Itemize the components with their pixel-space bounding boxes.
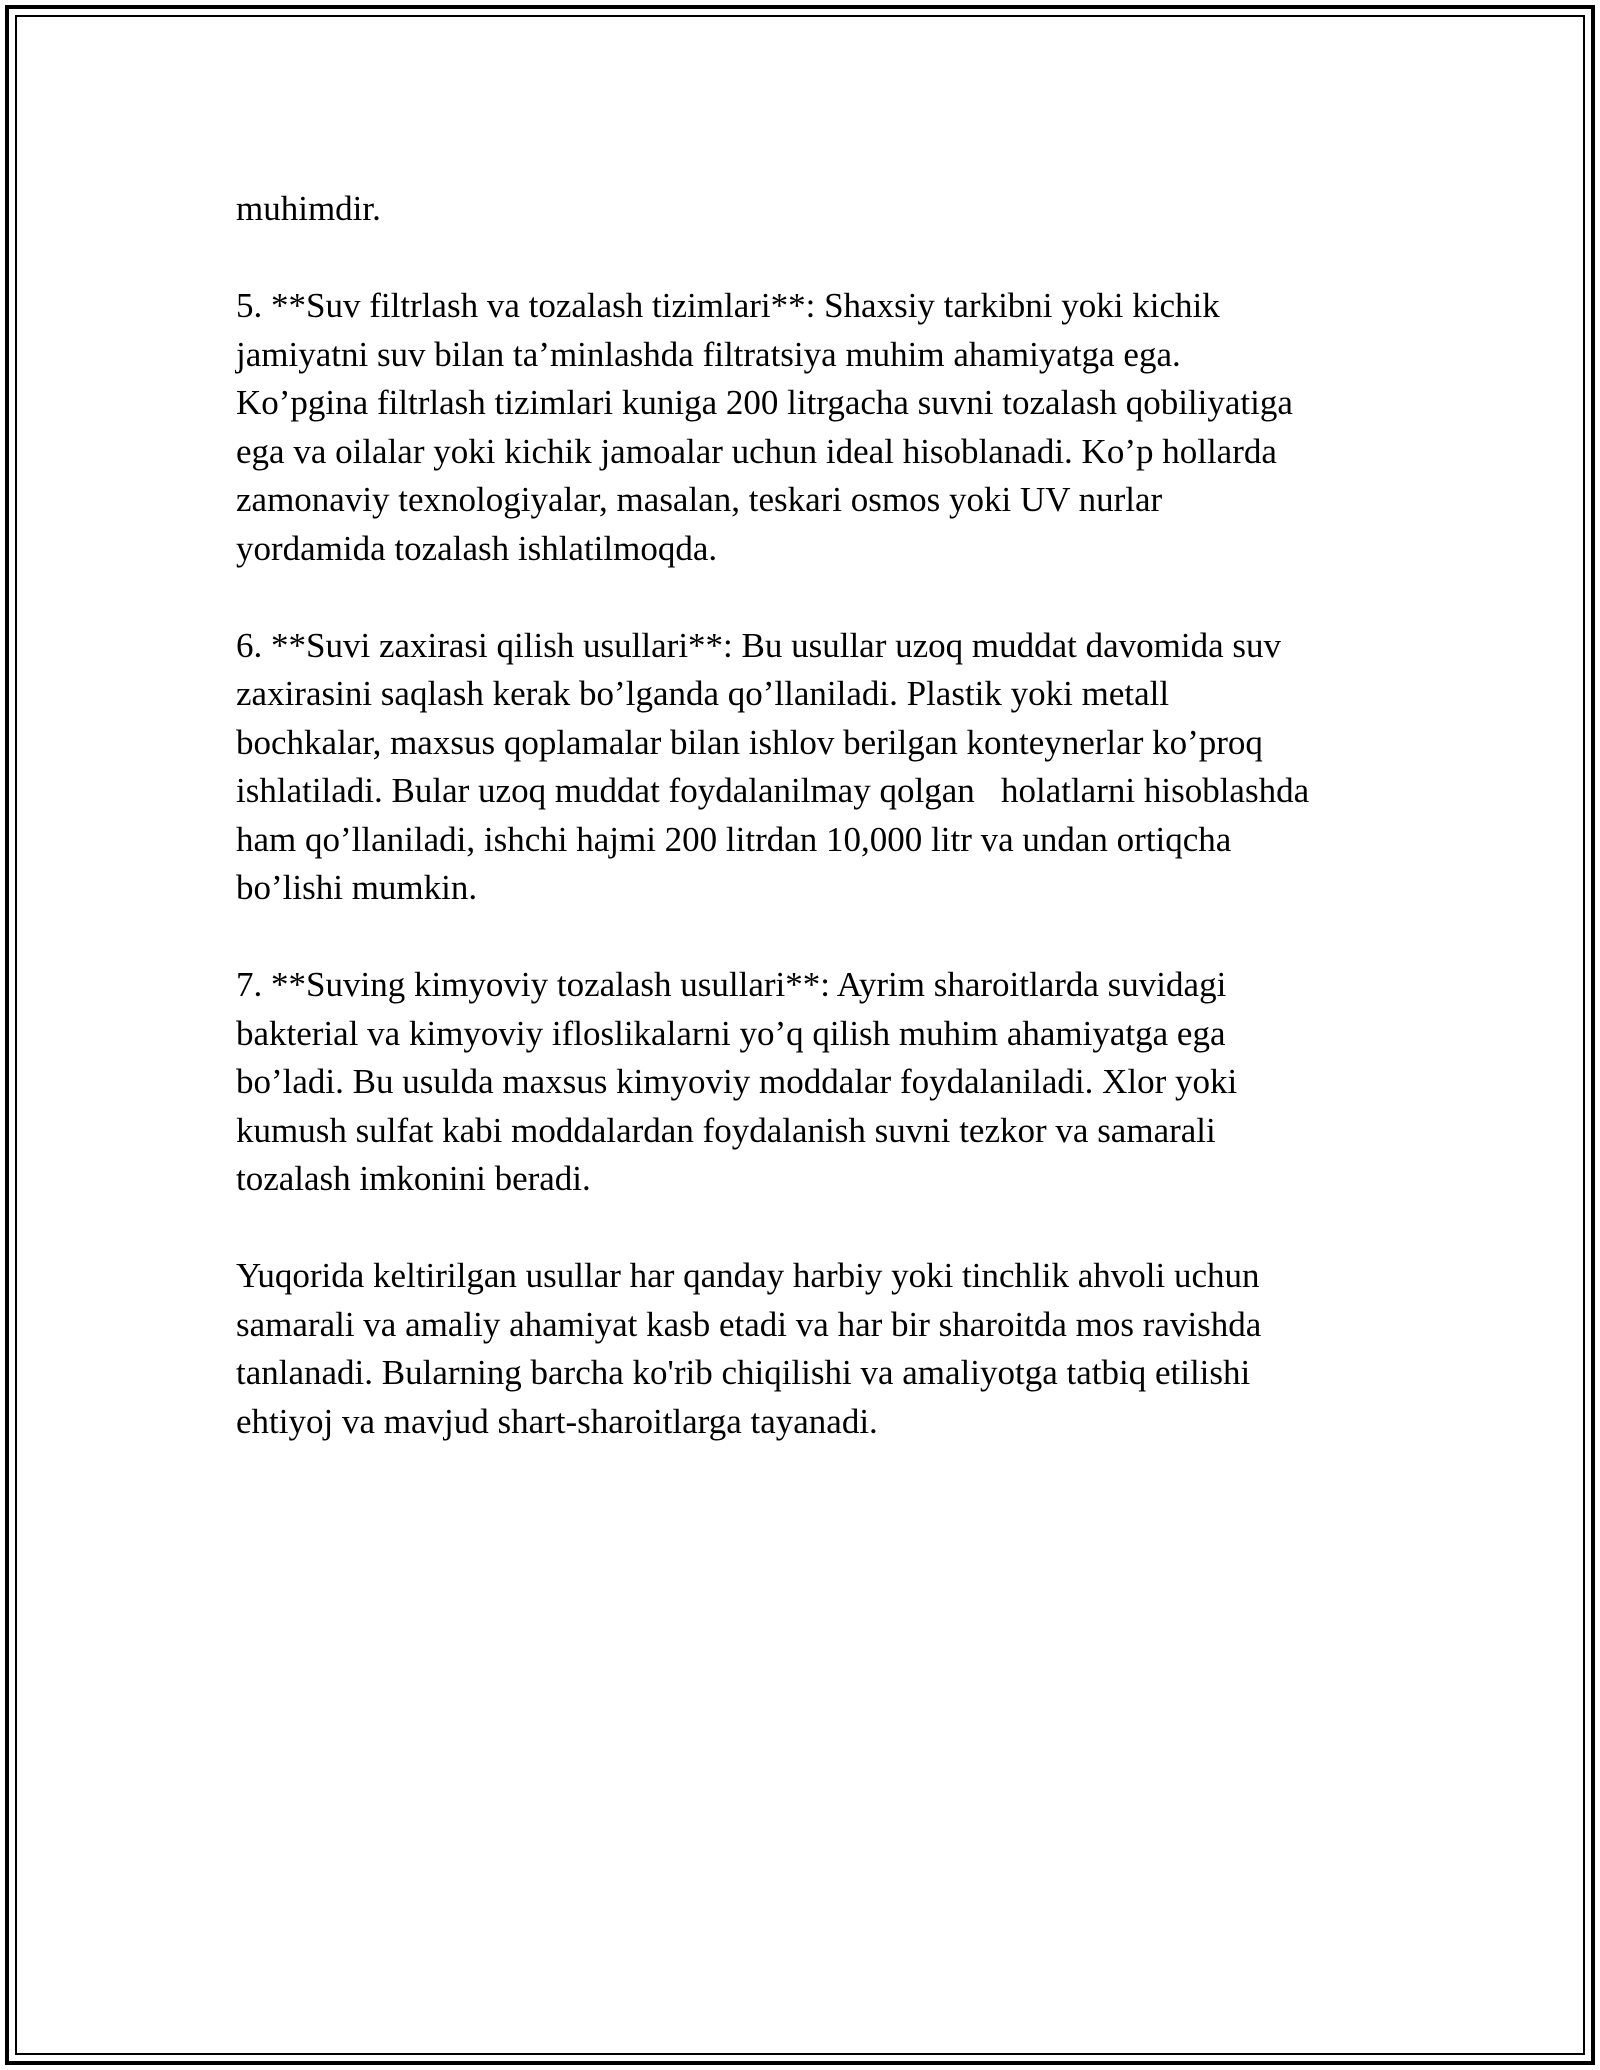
- text-line: 5. **Suv filtrlash va tozalash tizimlari**: Shaxsiy tarkibni yoki kichik: [236, 286, 1220, 325]
- text-line: kumush sulfat kabi moddalardan foydalanish suvni tezkor va samarali: [236, 1110, 1216, 1150]
- text-line: zaxirasini saqlash kerak bo’lganda qo’llaniladi. Plastik yoki metall: [236, 674, 1170, 713]
- text-line: tanlanadi. Bularning barcha ko'rib chiqilishi va amaliyotga tatbiq etilishi: [236, 1353, 1251, 1392]
- text-line: Ko’pgina filtrlash tizimlari kuniga 200 litrgacha suvni tozalash qobiliyatiga: [236, 383, 1293, 422]
- paragraph-item-6: [236, 622, 1386, 913]
- text-line: tozalash imkonini beradi.: [236, 1159, 591, 1198]
- text-line: bo’lishi mumkin.: [236, 868, 478, 907]
- paragraph-item-7: [236, 961, 1386, 1204]
- text-line: 6. **Suvi zaxirasi qilish usullari**: Bu usullar uzoq muddat davomida suv: [236, 625, 1282, 665]
- text-line: yordamida tozalash ishlatilmoqda.: [236, 528, 718, 568]
- text-line: jamiyatni suv bilan ta’minlashda filtratsiya muhim ahamiyatga ega.: [236, 334, 1181, 374]
- text-line: bakterial va kimyoviy ifloslikalarni yo’q qilish muhim ahamiyatga ega: [236, 1013, 1226, 1053]
- paragraph-continuation: [236, 185, 1386, 234]
- text-line: muhimdir.: [236, 189, 381, 228]
- text-line: ega va oilalar yoki kichik jamoalar uchun ideal hisoblanadi. Ko’p hollarda: [236, 431, 1277, 471]
- text-line: bochkalar, maxsus qoplamalar bilan ishlov berilgan konteynerlar ko’proq: [236, 722, 1263, 762]
- text-line: ham qo’llaniladi, ishchi hajmi 200 litrdan 10,000 litr va undan ortiqcha: [236, 819, 1232, 859]
- text-line: 7. **Suving kimyoviy tozalash usullari**: Ayrim sharoitlarda suvidagi: [236, 965, 1227, 1004]
- text-line: ehtiyoj va mavjud shart-sharoitlarga tayanadi.: [236, 1401, 878, 1441]
- text-line: bo’ladi. Bu usulda maxsus kimyoviy moddalar foydalaniladi. Xlor yoki: [236, 1062, 1238, 1101]
- text-line: ishlatiladi. Bular uzoq muddat foydalanilmay qolgan holatlarni hisoblashda: [236, 771, 1310, 810]
- paragraph-conclusion: [236, 1252, 1386, 1446]
- document-body: [236, 185, 1386, 1495]
- text-line: Yuqorida keltirilgan usullar har qanday harbiy yoki tinchlik ahvoli uchun: [236, 1256, 1260, 1295]
- paragraph-item-5: [236, 282, 1386, 573]
- text-line: zamonaviy texnologiyalar, masalan, teskari osmos yoki UV nurlar: [236, 480, 1163, 519]
- text-line: samarali va amaliy ahamiyat kasb etadi va har bir sharoitda mos ravishda: [236, 1304, 1262, 1344]
